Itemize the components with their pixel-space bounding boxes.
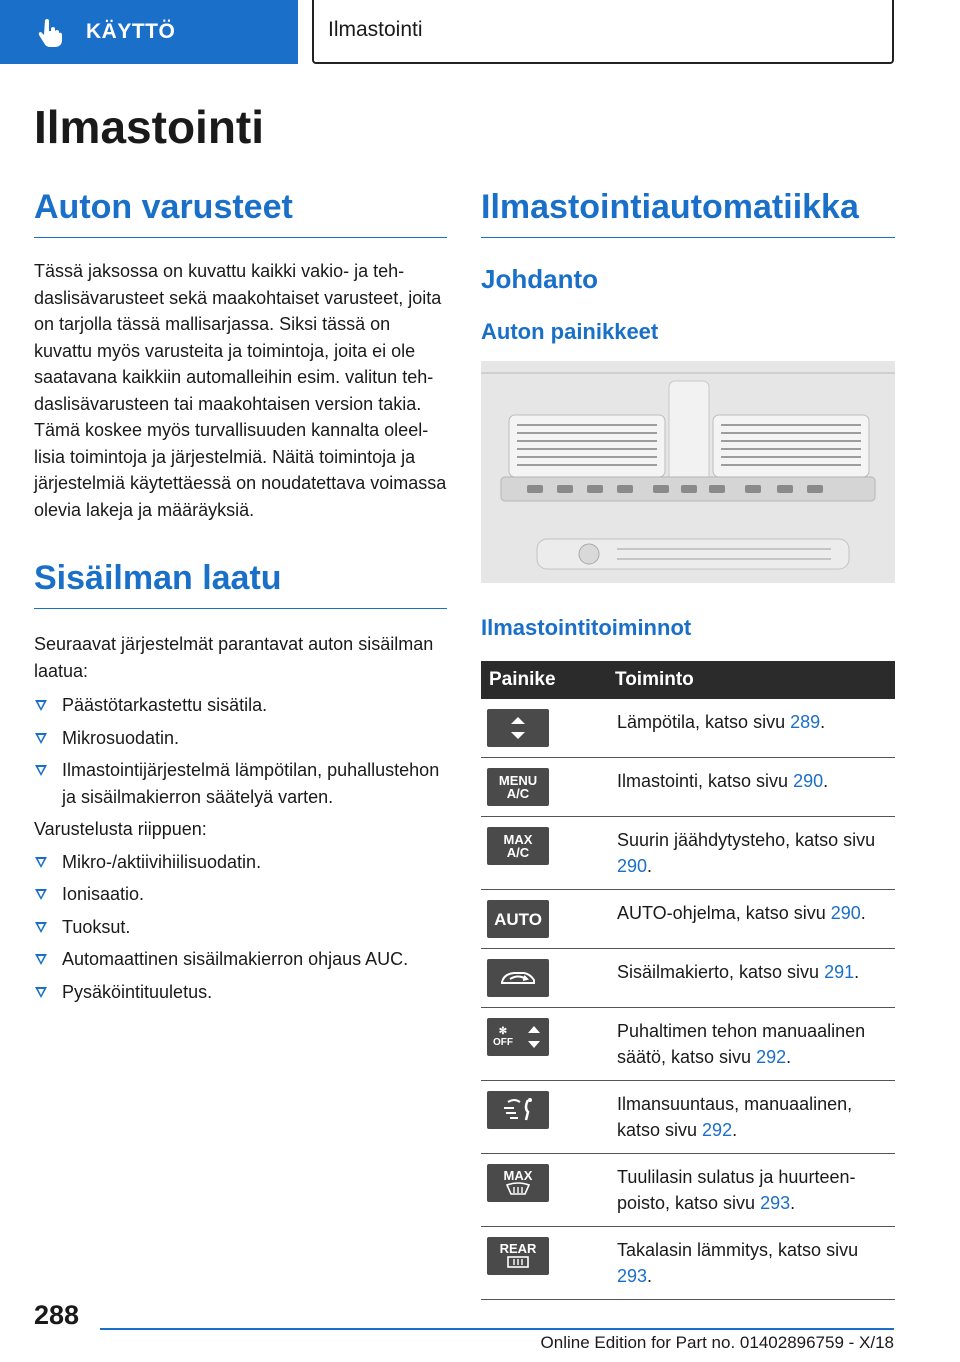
right-column <box>481 188 895 1300</box>
rear-defrost-icon: REAR <box>487 1237 549 1275</box>
footer-divider <box>100 1328 894 1330</box>
heading-sisailman-laatu: Sisäilman laatu <box>34 559 447 609</box>
max-ac-icon: MAX A/C <box>487 827 549 865</box>
fan-off-icon: ✻ OFF <box>487 1018 549 1056</box>
heading-auton-painikkeet: Auton painikkeet <box>481 319 659 344</box>
section-tab[interactable] <box>0 0 298 64</box>
page-link[interactable]: 292 <box>702 1120 733 1140</box>
edition-footer: Online Edition for Part no. 01402896759 - X/18 <box>540 1333 894 1352</box>
function-text: Suurin jäähdytysteho, katso sivu 290. <box>599 817 895 890</box>
heading-ilmastointitoiminnot: Ilmastointitoiminnot <box>481 615 692 640</box>
function-text: Lämpötila, katso sivu 289. <box>599 699 895 758</box>
list-item: Automaattinen sisäilmakierron ohjaus AUC. <box>34 946 447 973</box>
functions-table <box>481 661 895 1300</box>
page-link[interactable]: 290 <box>793 771 824 791</box>
hand-pointer-icon <box>36 18 64 48</box>
bullet-triangle-icon <box>35 922 47 933</box>
function-text: Ilmastointi, katso sivu 290. <box>599 758 895 817</box>
table-row <box>481 817 895 890</box>
function-text: Tuulilasin sulatus ja huurteenpoisto, katso sivu 293. <box>599 1154 895 1227</box>
column-header-toiminto: Toiminto <box>599 661 895 699</box>
table-row <box>481 1008 895 1081</box>
function-text: AUTO-ohjelma, katso sivu 290. <box>599 890 895 949</box>
bullet-triangle-icon <box>35 700 47 711</box>
function-text: Ilmansuuntaus, manuaalinen, katso sivu 292. <box>599 1081 895 1154</box>
list-item: Mikro-/aktiivihiilisuodatin. <box>34 849 447 876</box>
bullet-triangle-icon <box>35 765 47 776</box>
bullet-triangle-icon <box>35 954 47 965</box>
page-title: Ilmastointi <box>34 101 265 153</box>
paragraph-varusteet: Tässä jaksossa on kuvattu kaikki vakio- ja tehdaslisävarusteet sekä maakohtaiset varusteet, joita on tarjolla tässä mallisarjassa. Siksi tässä on kuvattu myös varusteita ja toimintoja, joita ei ole saatavana kaikkiin automalleihin esim. valitun tehdaslisävarusteen tai maakohtaisen version takia. Tämä koskee myös turvallisuuden kannalta oleellisia toimintoja ja järjestelmiä. Näitä toimintoja ja järjestelmiä käytettäessä on noudatettava voimassa olevia lakeja ja määräyksiä. <box>34 261 447 520</box>
heading-ilmastointiautomatiikka: Ilmastointiautomatiikka <box>481 188 895 238</box>
page-link[interactable]: 293 <box>617 1266 648 1286</box>
menu-ac-icon: MENU A/C <box>487 768 549 806</box>
list-item: Mikrosuodatin. <box>34 725 447 752</box>
temperature-arrows-icon <box>487 709 549 747</box>
function-text: Takalasin lämmitys, katso sivu 293. <box>599 1227 895 1300</box>
table-row <box>481 949 895 1008</box>
max-defrost-icon: MAX <box>487 1164 549 1202</box>
section-tab-label: KÄYTTÖ <box>86 20 176 43</box>
bullet-triangle-icon <box>35 857 47 868</box>
list-item: Ilmastointijärjestelmä lämpötilan, puhallustehon ja sisäilmakierron säätelyä varten. <box>34 757 447 810</box>
climate-panel-illustration <box>481 361 895 583</box>
quality-list <box>34 692 447 810</box>
table-row <box>481 1227 895 1300</box>
table-header-row <box>481 661 895 699</box>
table-row <box>481 1081 895 1154</box>
heading-auton-varusteet: Auton varusteet <box>34 188 447 238</box>
paragraph-laatu: Seuraavat järjestelmät parantavat auton sisäilman laatua: <box>34 634 434 681</box>
page-link[interactable]: 293 <box>760 1193 791 1213</box>
list-item: Ionisaatio. <box>34 881 447 908</box>
page-link[interactable]: 291 <box>824 962 855 982</box>
recirculation-icon <box>487 959 549 997</box>
page-link[interactable]: 292 <box>756 1047 787 1067</box>
function-text: Sisäilmakierto, katso sivu 291. <box>599 949 895 1008</box>
paragraph-riippuen: Varustelusta riippuen: <box>34 819 207 839</box>
page-number: 288 <box>34 1300 80 1330</box>
table-row <box>481 758 895 817</box>
list-item: Tuoksut. <box>34 914 447 941</box>
table-row <box>481 890 895 949</box>
left-column <box>34 188 447 1011</box>
list-item: Pysäköintituuletus. <box>34 979 447 1006</box>
breadcrumb[interactable] <box>312 0 894 64</box>
page-link[interactable]: 290 <box>617 856 648 876</box>
table-row <box>481 699 895 758</box>
auto-icon: AUTO <box>487 900 549 938</box>
page-link[interactable]: 289 <box>790 712 821 732</box>
column-header-painike: Painike <box>481 661 599 699</box>
air-distribution-icon <box>487 1091 549 1129</box>
heading-johdanto: Johdanto <box>481 264 598 294</box>
breadcrumb-label: Ilmastointi <box>328 18 423 41</box>
climate-panel-photo <box>481 361 895 583</box>
bullet-triangle-icon <box>35 733 47 744</box>
function-text: Puhaltimen tehon manuaalinen säätö, katso sivu 292. <box>599 1008 895 1081</box>
table-row <box>481 1154 895 1227</box>
page-link[interactable]: 290 <box>830 903 861 923</box>
list-item: Päästötarkastettu sisätila. <box>34 692 447 719</box>
bullet-triangle-icon <box>35 987 47 998</box>
bullet-triangle-icon <box>35 889 47 900</box>
optional-list <box>34 849 447 1006</box>
